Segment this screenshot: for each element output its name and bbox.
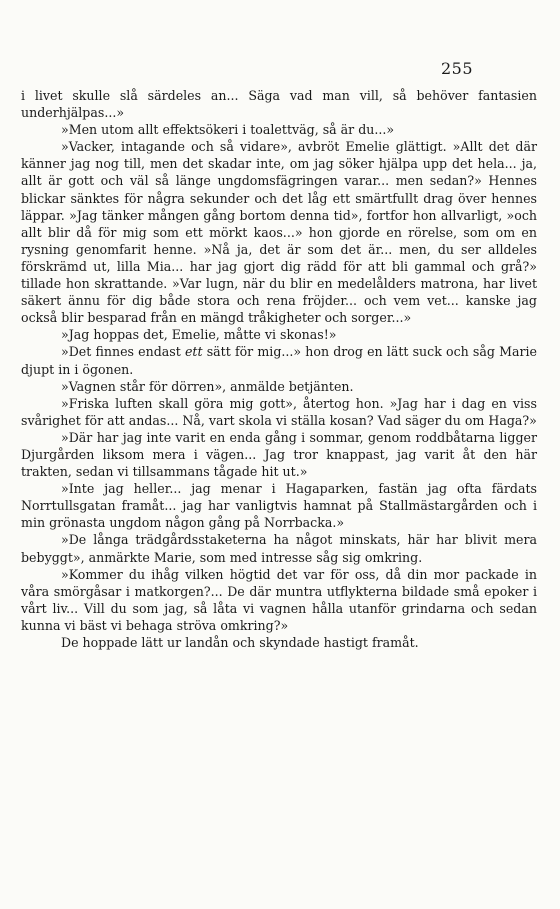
paragraph: »Inte jag heller... jag menar i Hagaparken, fastän jag ofta färdats Norrtullsgatan framåt... jag har vanligtvis hamnat på Stallmästargården och i min grönasta ungdom någon gång på Norrbacka.»: [21, 481, 537, 531]
body-text: [21, 87, 537, 651]
paragraph: »Men utom allt effektsökeri i toalettväg, så är du...»: [61, 122, 395, 138]
paragraph: »Kommer du ihåg vilken högtid det var för oss, då din mor packade in våra smörgåsar i matkorgen?... De där muntra utflykterna bildade små epoker i vårt liv... Vill du som jag, så låta vi vagnen hålla utanför grindarna och sedan kunna vi bäst vi behaga ströva omkring?»: [21, 566, 537, 633]
paragraph: »De långa trädgårdsstaketerna ha något minskats, här har blivit mera bebyggt», anmärkte Marie, som med intresse såg sig omkring.: [21, 532, 537, 565]
paragraph: [21, 343, 537, 377]
paragraph: »Där har jag inte varit en enda gång i sommar, genom roddbåtarna ligger Djurgården liksom mera i vägen... Jag tror knappast, jag varit åt den här trakten, sedan vi tillsammans tågade hit ut.»: [21, 429, 537, 480]
paragraph-text: sätt för mig...» hon drog en lätt suck och såg Marie djupt in i ögonen.: [21, 344, 537, 377]
page-number: 255: [440, 59, 473, 78]
paragraph: »Vagnen står för dörren», anmälde betjänten.: [61, 378, 354, 394]
paragraph: De hoppade lätt ur landån och skyndade hastigt framåt.: [61, 635, 419, 650]
paragraph: »Jag hoppas det, Emelie, måtte vi skonas!»: [61, 327, 337, 343]
paragraph-text: »Det finnes endast: [61, 344, 185, 360]
emphasized-word: ett: [184, 344, 203, 360]
paragraph: »Friska luften skall göra mig gott», återtog hon. »Jag har i dag en viss svårighet för att andas... Nå, vart skola vi ställa kosan? Vad säger du om Haga?»: [21, 395, 537, 428]
paragraph: i livet skulle slå särdeles an... Säga vad man vill, så behöver fantasien underhjälpas...»: [21, 88, 537, 121]
paragraph: »Vacker, intagande och så vidare», avbröt Emelie glättigt. »Allt det där känner jag nog till, men det skadar inte, om jag söker hjälpa upp det hela... ja, allt är gott och väl så länge ungdomsfägringen varar... men sedan?» Hennes blickar sänktes för några sekunder och det låg ett smärtfullt drag över hennes läppar. »Jag tänker mången gång bortom denna tid», fortfor hon allvarligt, »och allt blir då för mig som ett mörkt kaos...» hon gjorde en rörelse, som om en rysning genomfarit henne. »Nå ja, det är som det är... men, du ser alldeles förskrämd ut, lilla Mia... har jag gjort dig rädd för att bli gammal och grå?» tillade hon skrattande. »Var lugn, när du blir en medelålders matrona, har livet säkert ännu för dig både stora och rena fröjder... och vem vet... kanske jag också blir besparad från en mängd tråkigheter och sorger...»: [21, 139, 537, 326]
